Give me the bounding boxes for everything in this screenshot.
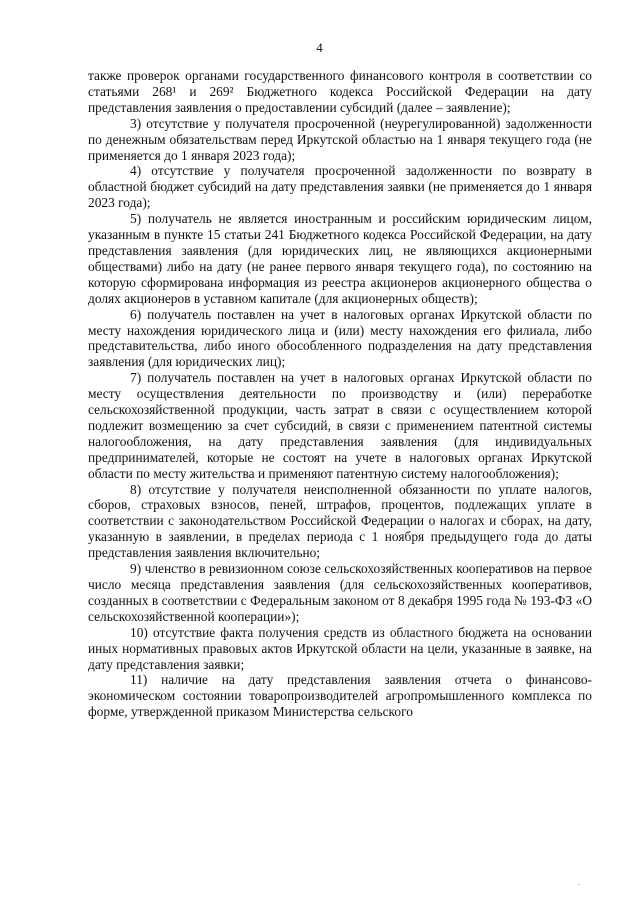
paragraph-item-3: 3) отсутствие у получателя просроченной (неурегулированной) задолженности по денежным обязательствам перед Иркутской областью на 1 января текущего года (не применяется до 1 января 2023 года); (88, 115, 592, 163)
paragraph-item-8: 8) отсутствие у получателя неисполненной обязанности по уплате налогов, сборов, страховых взносов, пеней, штрафов, процентов, подлежащих уплате в соответствии с законодательством Российской Федерации о налогах и сборах, на дату, указанную в заявлении, в пределах периода с 1 ноября предыдущего года до даты представления заявления включительно; (88, 481, 592, 561)
page-number: 4 (316, 40, 323, 55)
paragraph-item-4: 4) отсутствие у получателя просроченной задолженности по возврату в областной бюджет субсидий на дату представления заявки (не применяется до 1 января 2023 года); (88, 163, 592, 211)
document-body (88, 68, 592, 720)
paragraph-item-7: 7) получатель поставлен на учет в налоговых органах Иркутской области по месту осуществления деятельности по производству и (или) переработке сельскохозяйственной продукции, часть затрат в связи с осуществлением которой подлежит возмещению за счет субсидий, в связи с применением патентной системы налогообложения, на дату представления заявления (для индивидуальных предпринимателей, которые не состоят на учете в налоговых органах Иркутской области по месту жительства и применяют патентную систему налогообложения); (88, 370, 592, 481)
paragraph-item-9: 9) членство в ревизионном союзе сельскохозяйственных кооперативов на первое число месяца представления заявления (для сельскохозяйственных кооперативов, созданных в соответствии с Федеральным законом от 8 декабря 1995 года № 193-ФЗ «О сельскохозяйственной кооперации»); (88, 561, 592, 624)
scan-speck: . (578, 878, 580, 887)
paragraph-item-5: 5) получатель не является иностранным и российским юридическим лицом, указанным в пункте 15 статьи 241 Бюджетного кодекса Российской Федерации, на дату представления заявления (для юридических лиц, не являющихся акционерными обществами) либо на дату (не ранее первого января текущего года), по состоянию на которую сформирована информация из реестра акционеров акционерного общества о долях акционеров в уставном капитале (для акционерных обществ); (88, 211, 592, 306)
paragraph-item-6: 6) получатель поставлен на учет в налоговых органах Иркутской области по месту нахождения юридического лица и (или) месту нахождения его филиала, либо представительства, либо иного обособленного подразделения на дату представления заявления (для юридических лиц); (88, 306, 592, 370)
paragraph-item-11: 11) наличие на дату представления заявления отчета о финансово-экономическом состоянии товаропроизводителей агропромышленного комплекса по форме, утвержденной приказом Министерства сельского (88, 672, 592, 720)
paragraph-item-10: 10) отсутствие факта получения средств из областного бюджета на основании иных нормативных правовых актов Иркутской области на цели, указанные в заявке, на дату представления заявки; (88, 624, 592, 672)
paragraph-continuation: также проверок органами государственного финансового контроля в соответствии со статьями 268¹ и 269² Бюджетного кодекса Российской Федерации на дату представления заявления о предоставлении субсидий (далее – заявление); (88, 68, 592, 115)
